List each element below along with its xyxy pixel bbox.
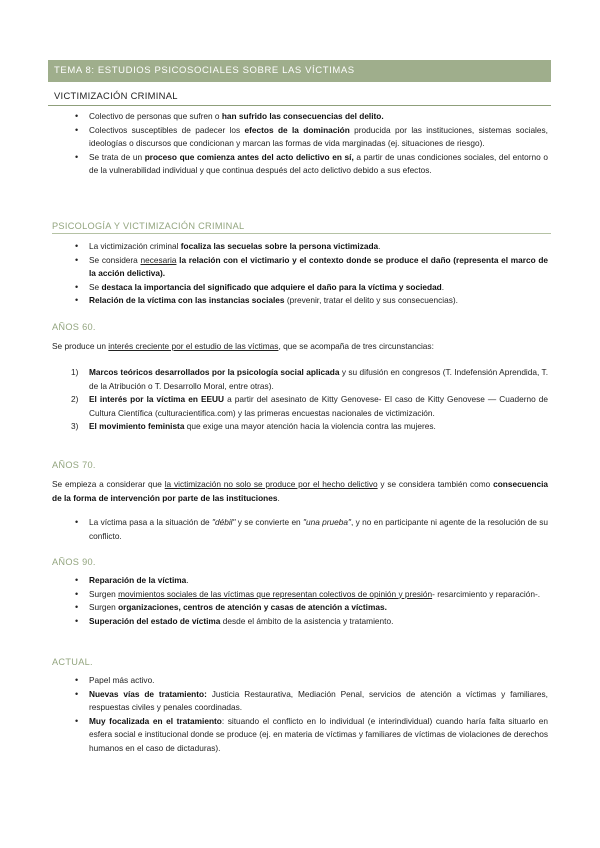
psicologia-list <box>0 240 548 308</box>
item-text: Justicia Restaurativa, Mediación Penal, servicios de atención a víctimas y familiares, respuestas civiles y penales coordinadas. <box>89 688 548 712</box>
heading-anos-90: AÑOS 90. <box>52 557 96 567</box>
actual-list <box>0 674 548 755</box>
item-bold: Superación del estado de víctima <box>89 615 221 626</box>
bullet-icon: • <box>75 111 79 121</box>
item-bold: Marcos teóricos desarrollados por la psicología social aplicada <box>89 367 340 377</box>
list-item <box>0 688 548 715</box>
item-bold: Reparación de la víctima <box>89 575 187 585</box>
list-item <box>0 240 548 254</box>
item-text: : situando el conflicto en lo individual (e interindividual) cuando haría falta situarlo en esfera social e institucional donde se produce (ej. en materia de víctimas y familiares de víctimas de violaciones de derechos humanos en el caso de dictaduras). <box>89 715 548 753</box>
victimizacion-list <box>0 110 548 178</box>
bullet-icon: • <box>75 517 79 527</box>
item-number: 3) <box>71 421 79 431</box>
list-item <box>0 420 548 434</box>
item-italic: "una prueba" <box>303 517 351 527</box>
bullet-icon: • <box>75 615 79 626</box>
list-item <box>0 601 548 615</box>
item-bold: han sufrido las consecuencias del delito. <box>221 111 384 121</box>
item-bold: Muy focalizada en el tratamiento <box>89 715 222 726</box>
item-text: Surgen <box>89 602 119 612</box>
list-item <box>0 615 548 629</box>
list-item <box>0 393 548 420</box>
intro-text: , que se acompaña de tres circunstancias: <box>278 341 434 351</box>
anos70-intro <box>52 478 548 505</box>
bullet-icon: • <box>75 281 79 292</box>
anos90-list <box>0 574 548 628</box>
item-number: 1) <box>71 367 79 377</box>
item-text: producida por las instituciones, sistemas sociales, ideologías o discursos que condicionan y marcan las formas de vida marginadas (ej. situaciones de riesgo). <box>89 124 548 148</box>
item-bold: El interés por la víctima en EEUU <box>89 394 225 404</box>
heading-victimizacion-criminal: VICTIMIZACIÓN CRIMINAL <box>48 86 551 106</box>
list-item <box>0 110 548 124</box>
bullet-icon: • <box>75 295 79 305</box>
list-item <box>0 516 548 543</box>
item-text: Se considera <box>89 254 141 265</box>
item-text: (prevenir, tratar el delito y sus consecuencias). <box>284 295 458 305</box>
item-bold: Nuevas vías de tratamiento: <box>89 688 207 699</box>
intro-underlined: interés creciente por el estudio de las víctimas <box>108 341 279 351</box>
chapter-banner: TEMA 8: ESTUDIOS PSICOSOCIALES SOBRE LAS VÍCTIMAS <box>48 60 551 82</box>
item-text: - resarcimiento y reparación-. <box>432 588 541 599</box>
item-bold: El movimiento feminista <box>89 421 185 431</box>
item-text: . <box>186 575 189 585</box>
list-item <box>0 151 548 178</box>
heading-anos-60: AÑOS 60. <box>52 322 96 332</box>
list-item <box>0 588 548 602</box>
bullet-icon: • <box>75 688 79 699</box>
list-item <box>0 674 548 688</box>
anos60-list <box>0 366 548 434</box>
item-bold: proceso que comienza antes del acto delictivo en sí, <box>144 151 354 162</box>
item-bold: efectos de la dominación <box>244 124 350 135</box>
heading-psicologia: PSICOLOGÍA Y VICTIMIZACIÓN CRIMINAL <box>52 219 551 234</box>
item-text: La víctima pasa a la situación de <box>89 517 213 527</box>
item-bold: destaca la importancia del significado que adquiere el daño para la víctima y sociedad <box>101 281 442 292</box>
item-text: Se trata de un <box>89 151 145 162</box>
item-bold: focaliza las secuelas sobre la persona victimizada <box>180 241 379 251</box>
item-underlined: movimientos sociales de las víctimas que representan colectivos de opinión y presión <box>118 588 433 599</box>
intro-underlined: la victimización no solo se produce por el hecho delictivo <box>164 479 378 489</box>
bullet-icon: • <box>75 151 79 162</box>
heading-anos-70: AÑOS 70. <box>52 460 96 470</box>
item-text: desde el ámbito de la asistencia y tratamiento. <box>220 615 394 626</box>
list-item <box>0 254 548 281</box>
item-text: y su difusión en congresos (T. Indefensión Aprendida, T. de la Atribución o T. Desarrollo Moral, entre otras). <box>89 367 548 391</box>
bullet-icon: • <box>75 588 79 599</box>
anos70-list <box>0 516 548 543</box>
bullet-icon: • <box>75 575 79 585</box>
item-text: , y no en participante ni agente de la resolución de su conflicto. <box>89 517 548 541</box>
item-text: Colectivo de personas que sufren o <box>89 111 222 121</box>
item-bold: organizaciones, centros de atención y casas de atención a víctimas. <box>118 602 387 612</box>
bullet-icon: • <box>75 241 79 251</box>
item-bold: Relación de la víctima con las instancias sociales <box>89 295 285 305</box>
item-text: a partir del asesinato de Kitty Genovese- El caso de Kitty Genovese — Cuaderno de Cultura Científica (culturacientifica.com) y las primeras encuestas nacionales de victimización. <box>89 394 548 418</box>
list-item <box>0 294 548 308</box>
list-item <box>0 124 548 151</box>
bullet-icon: • <box>75 124 79 135</box>
bullet-icon: • <box>75 602 79 612</box>
item-bold: la relación con el victimario y el contexto donde se produce el daño (representa el marco de la acción delictiva). <box>89 254 549 278</box>
item-underlined: necesaria <box>140 254 177 265</box>
anos60-intro <box>52 340 548 354</box>
item-number: 2) <box>71 394 79 404</box>
list-item <box>0 715 548 756</box>
heading-actual: ACTUAL. <box>52 657 93 667</box>
item-italic: "débil" <box>212 517 236 527</box>
intro-text: Se empieza a considerar que <box>52 479 165 489</box>
list-item <box>0 366 548 393</box>
bullet-icon: • <box>75 675 79 685</box>
item-text: Se <box>89 281 102 292</box>
item-text: a partir de unas condiciones sociales, del entorno o de la vulnerabilidad individual y que continua después del acto delictivo debido a sus efectos. <box>89 151 548 175</box>
item-text: Papel más activo. <box>89 675 155 685</box>
item-text: La victimización criminal <box>89 241 181 251</box>
list-item <box>0 574 548 588</box>
intro-text: . <box>277 492 280 503</box>
bullet-icon: • <box>75 715 79 726</box>
bullet-icon: • <box>75 254 79 265</box>
item-text: y se convierte en <box>235 517 304 527</box>
item-text: . <box>441 281 445 292</box>
intro-text: Se produce un <box>52 341 109 351</box>
item-text: . <box>378 241 381 251</box>
item-text: Colectivos susceptibles de padecer los <box>89 124 245 135</box>
intro-text: y se considera también como <box>377 479 494 489</box>
intro-bold: consecuencia de la forma de intervención por parte de las instituciones <box>52 479 548 503</box>
item-text: que exige una mayor atención hacia la violencia contra las mujeres. <box>184 421 436 431</box>
list-item <box>0 281 548 295</box>
item-text: Surgen <box>89 588 119 599</box>
